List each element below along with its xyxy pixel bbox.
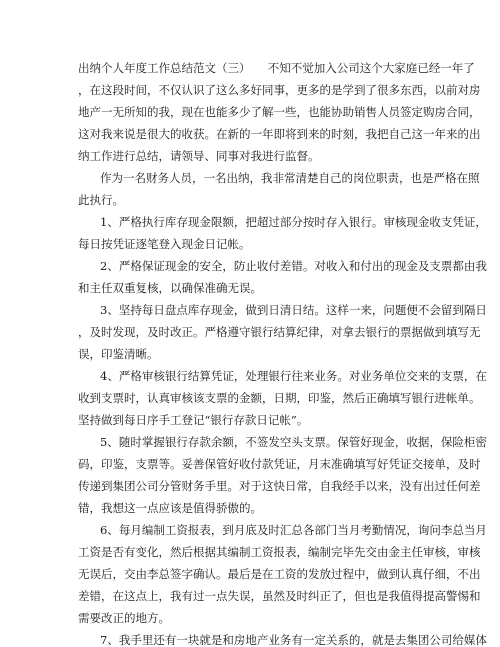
paragraph-line: 此执行。	[78, 193, 124, 207]
paragraph-line: 每日按凭证逐笔登入现金日记帐。	[78, 237, 251, 251]
paragraph-line: 错，我想这一点应该是值得骄傲的。	[78, 501, 262, 515]
paragraph-line: 这对我来说是很大的收获。在新的一年即将到来的时刻，我把自己这一年来的出	[78, 127, 481, 141]
paragraph-line: 传递到集团公司分管财务手里。对于这快日常，自我经手以来，没有出过任何差	[78, 479, 481, 493]
paragraph-line: 4、严格审核银行结算凭证，处理银行往来业务。对业务单位交来的支票，在	[100, 369, 487, 383]
paragraph-line: 5、随时掌握银行存款余额，不签发空头支票。保管好现金，收据，保险柜密	[100, 435, 487, 449]
title-line: 出纳个人年度工作总结范文（三） 不知不觉加入公司这个大家庭已经一年了	[78, 61, 475, 75]
paragraph-line: 差错，在这点上，我有过一点失误，虽然及时纠正了，但也是我值得提高警惕和	[78, 589, 481, 603]
paragraph-line: 地产一无所知的我，现在也能多少了解一些，也能协助销售人员签定购房合同，	[78, 105, 481, 119]
paragraph-line: 误，印鉴清晰。	[78, 347, 159, 361]
paragraph-line: 6、每月编制工资报表，到月底及时汇总各部门当月考勤情况，询问李总当月	[100, 523, 487, 537]
paragraph-line: 3、坚持每日盘点库存现金，做到日清日结。这样一来，问题便不会留到隔日	[100, 303, 487, 317]
paragraph-line: ，在这段时间，不仅认识了这么多好同事，更多的是学到了很多东西，以前对房	[78, 83, 481, 97]
paragraph-line: 无误后，交由李总签字确认。最后是在工资的发放过程中，做到认真仔细，不出	[78, 567, 481, 581]
paragraph-line: 坚持做到每日序手工登记“银行存款日记帐”。	[78, 413, 309, 427]
paragraph-line: 和主任双重复核，以确保准确无误。	[78, 281, 262, 295]
paragraph-line: 1、严格执行库存现金限额，把超过部分按时存入银行。审核现金收支凭证，	[100, 215, 487, 229]
paragraph-line: 纳工作进行总结，请领导、同事对我进行监督。	[78, 149, 320, 163]
paragraph-line: 作为一名财务人员，一名出纳，我非常清楚自己的岗位职责，也是严格在照	[100, 171, 480, 185]
paragraph-line: 码，印鉴，支票等。妥善保管好收付款凭证，月末准确填写好凭证交接单，及时	[78, 457, 481, 471]
paragraph-line: 7、我手里还有一块就是和房地产业务有一定关系的，就是去集团公司给媒体	[100, 633, 487, 647]
paragraph-line: 2、严格保证现金的安全，防止收付差错。对收入和付出的现金及支票都由我	[100, 259, 487, 273]
paragraph-line: ，及时发现，及时改正。严格遵守银行结算纪律，对拿去银行的票据做到填写无	[78, 325, 481, 339]
paragraph-line: 工资是否有变化，然后根据其编制工资报表，编制完毕先交由金主任审核，审核	[78, 545, 481, 559]
paragraph-line: 需要改正的地方。	[78, 611, 170, 625]
paragraph-line: 收到支票时，认真审核该支票的金额，日期，印鉴，然后正确填写银行进帐单。	[78, 391, 481, 405]
